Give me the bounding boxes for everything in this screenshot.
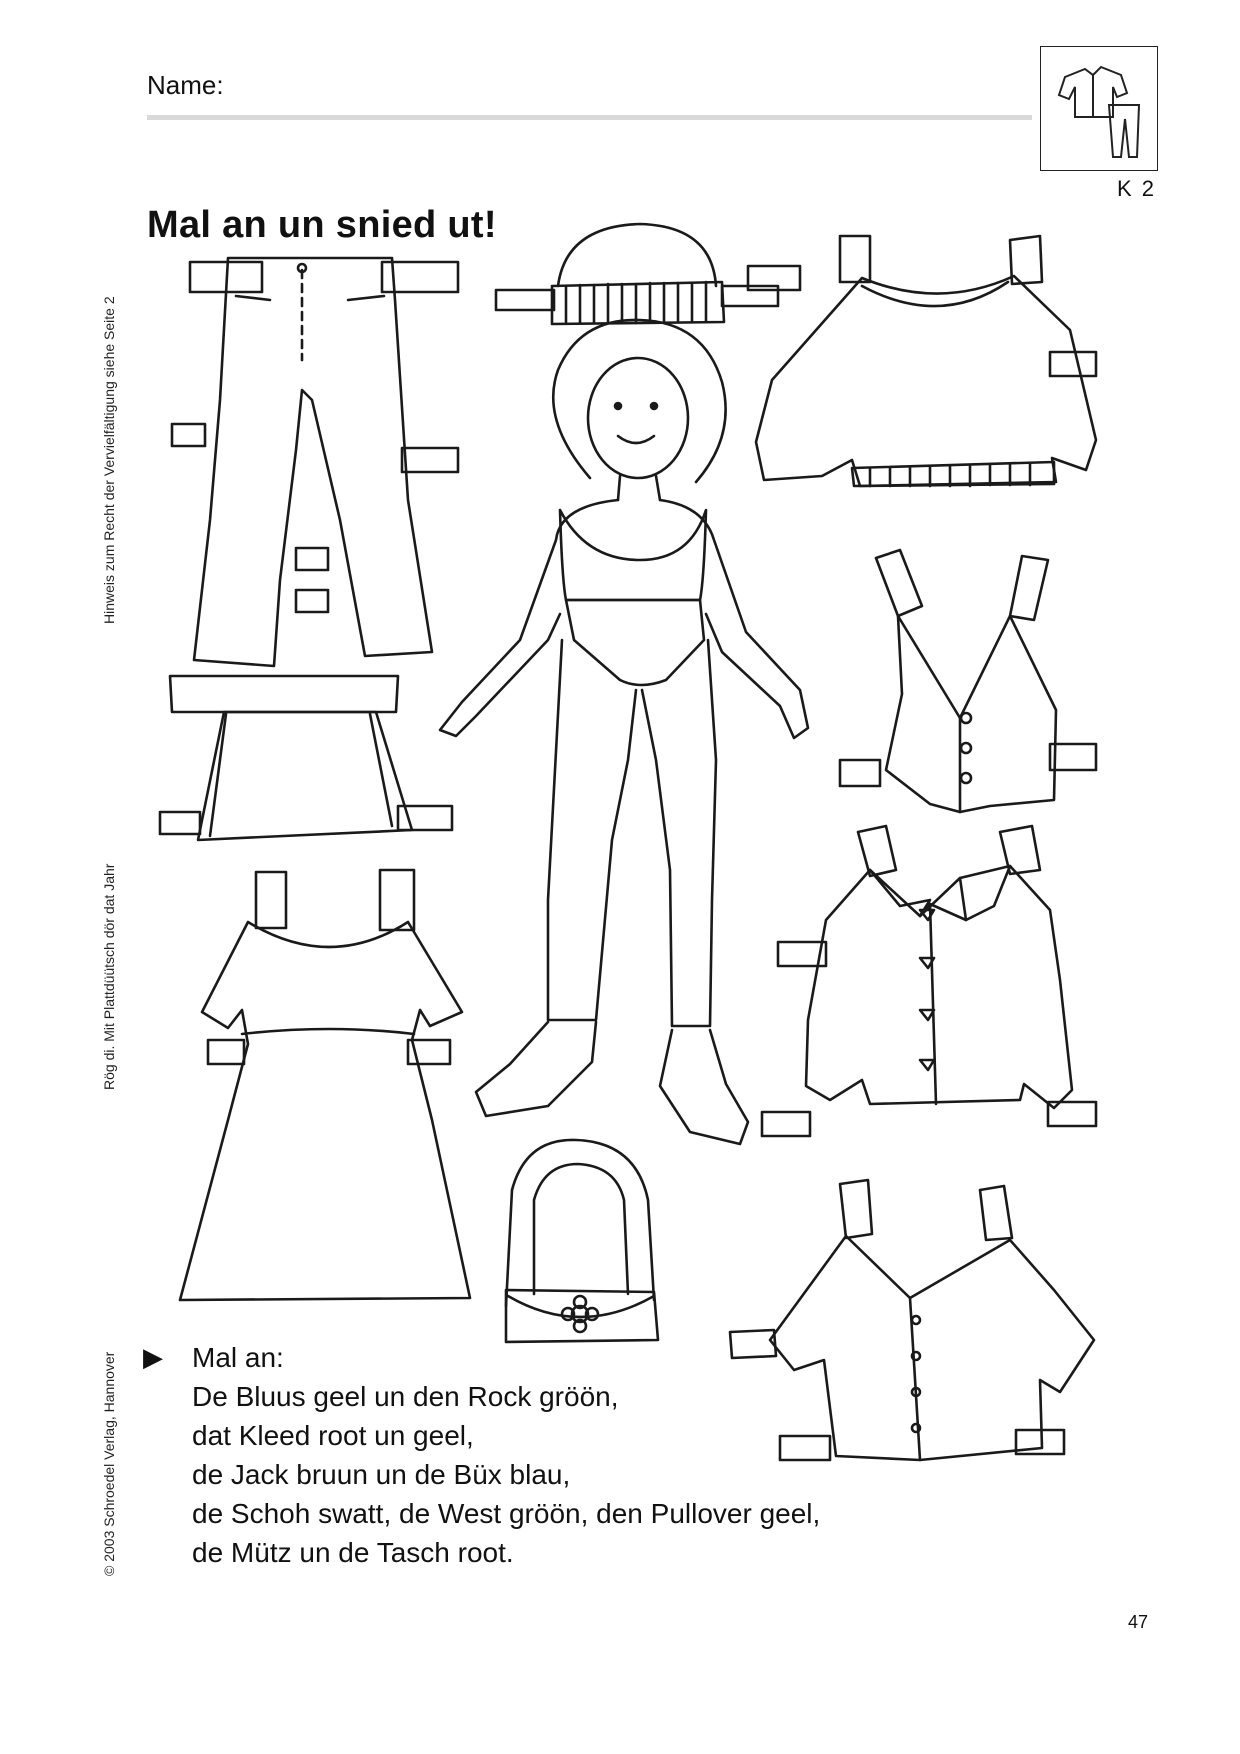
girl-figure xyxy=(440,320,808,1144)
instruction-line: de Mütz un de Tasch root. xyxy=(192,1537,514,1568)
sweater-cutout[interactable] xyxy=(748,236,1096,486)
page-number: 47 xyxy=(1128,1612,1149,1632)
triangle-right-icon: ▶ xyxy=(143,1342,163,1372)
instruction-line: De Bluus geel un den Rock gröön, xyxy=(192,1381,619,1412)
hat-cutout[interactable] xyxy=(496,224,778,324)
instruction-block xyxy=(143,1338,821,1572)
book-title-note: Rög di. Mit Plattdüütsch dör dat Jahr xyxy=(101,863,117,1090)
page-title: Mal an un snied ut! xyxy=(147,204,497,246)
dress-cutout[interactable] xyxy=(180,870,470,1300)
name-label: Name: xyxy=(147,70,224,100)
skirt-cutout[interactable] xyxy=(160,676,452,840)
worksheet-code: K 2 xyxy=(1117,176,1157,201)
vest-cutout[interactable] xyxy=(840,550,1096,812)
instruction-line: dat Kleed root un geel, xyxy=(192,1420,474,1451)
trousers-cutout[interactable] xyxy=(172,258,458,666)
publisher-note: © 2003 Schroedel Verlag, Hannover xyxy=(101,1351,117,1576)
blouse-cutout[interactable] xyxy=(762,826,1096,1136)
bag-cutout[interactable] xyxy=(506,1140,658,1342)
copyright-note: Hinweis zum Recht der Vervielfältigung siehe Seite 2 xyxy=(101,296,117,624)
instruction-line: de Schoh swatt, de West gröön, den Pullover geel, xyxy=(192,1498,821,1529)
instruction-line: Mal an: xyxy=(192,1342,284,1373)
instruction-line: de Jack bruun un de Büx blau, xyxy=(192,1459,571,1490)
